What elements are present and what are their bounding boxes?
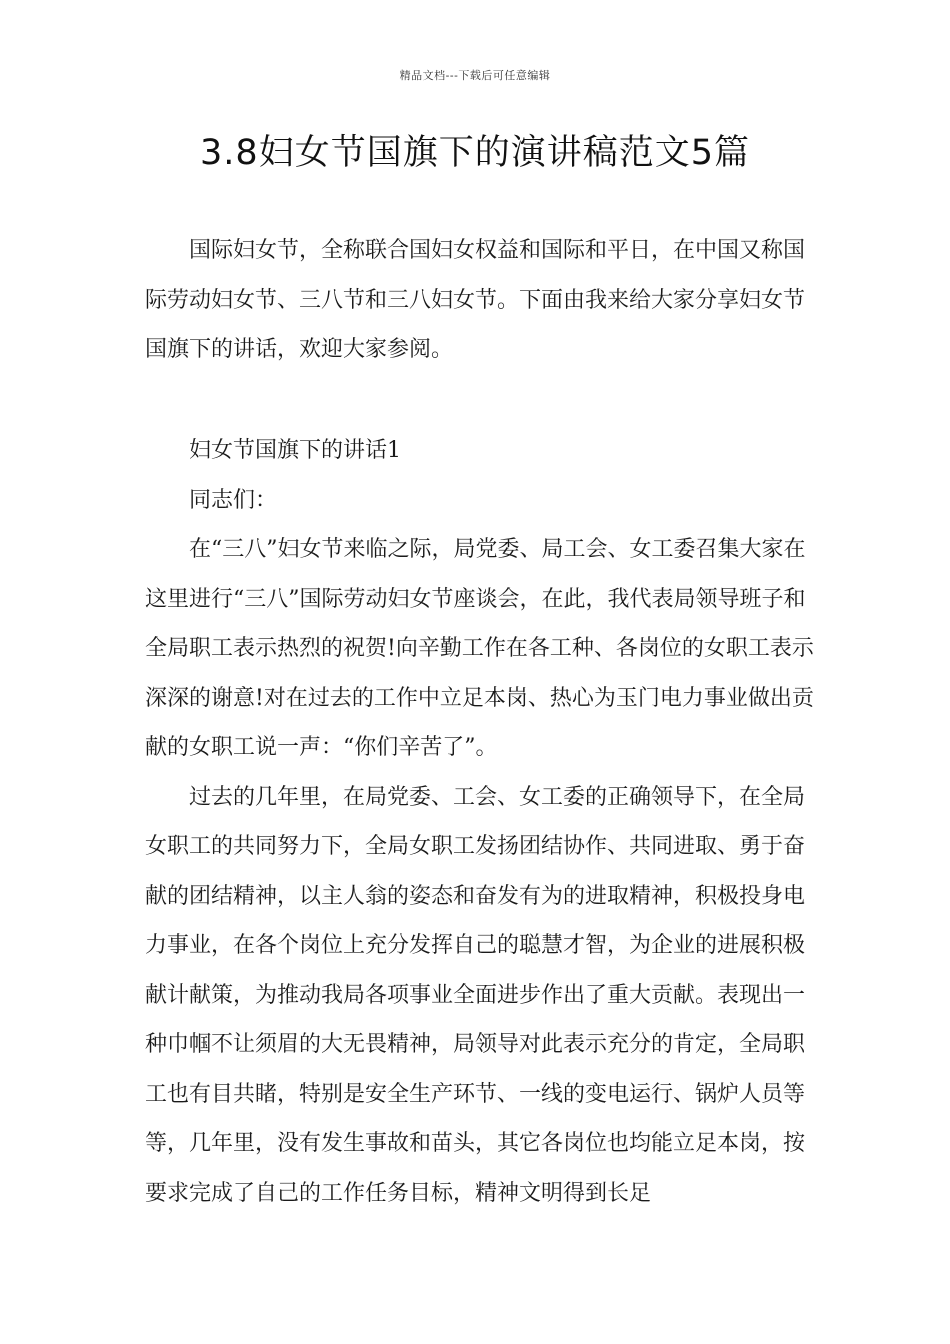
- header-note: 精品文档---下载后可任意编辑: [399, 69, 551, 82]
- intro-paragraph: 国际妇女节，全称联合国妇女权益和国际和平日，在中国又称国际劳动妇女节、三八节和三八妇女节。下面由我来给大家分享妇女节国旗下的讲话，欢迎大家参阅。: [145, 238, 806, 362]
- section-heading: 妇女节国旗下的讲话1: [189, 438, 401, 463]
- document-title: 3.8妇女节国旗下的演讲稿范文5篇: [200, 133, 750, 173]
- intro-block: [145, 226, 825, 375]
- body-paragraph-1: 在“三八”妇女节来临之际，局党委、局工会、女工委召集大家在这里进行“三八”国际劳动妇女节座谈会，在此，我代表局领导班子和全局职工表示热烈的祝贺!向辛勤工作在各工种、各岗位的女职工表示深深的谢意!对在过去的工作中立足本岗、热心为玉门电力事业做出贡献的女职工说一声：“你们辛苦了”。: [145, 537, 814, 760]
- section-1: [145, 426, 825, 1218]
- body-paragraph-2: 过去的几年里，在局党委、工会、女工委的正确领导下，在全局女职工的共同努力下，全局女职工发扬团结协作、共同进取、勇于奋献的团结精神，以主人翁的姿态和奋发有为的进取精神，积极投身电力事业，在各个岗位上充分发挥自己的聪慧才智，为企业的进展积极献计献策，为推动我局各项事业全面进步作出了重大贡献。表现出一种巾帼不让须眉的大无畏精神，局领导对此表示充分的肯定，全局职工也有目共睹，特别是安全生产环节、一线的变电运行、锅炉人员等等，几年里，没有发生事故和苗头，其它各岗位也均能立足本岗，按要求完成了自己的工作任务目标，精神文明得到长足: [145, 784, 806, 1206]
- salutation: 同志们：: [189, 487, 278, 513]
